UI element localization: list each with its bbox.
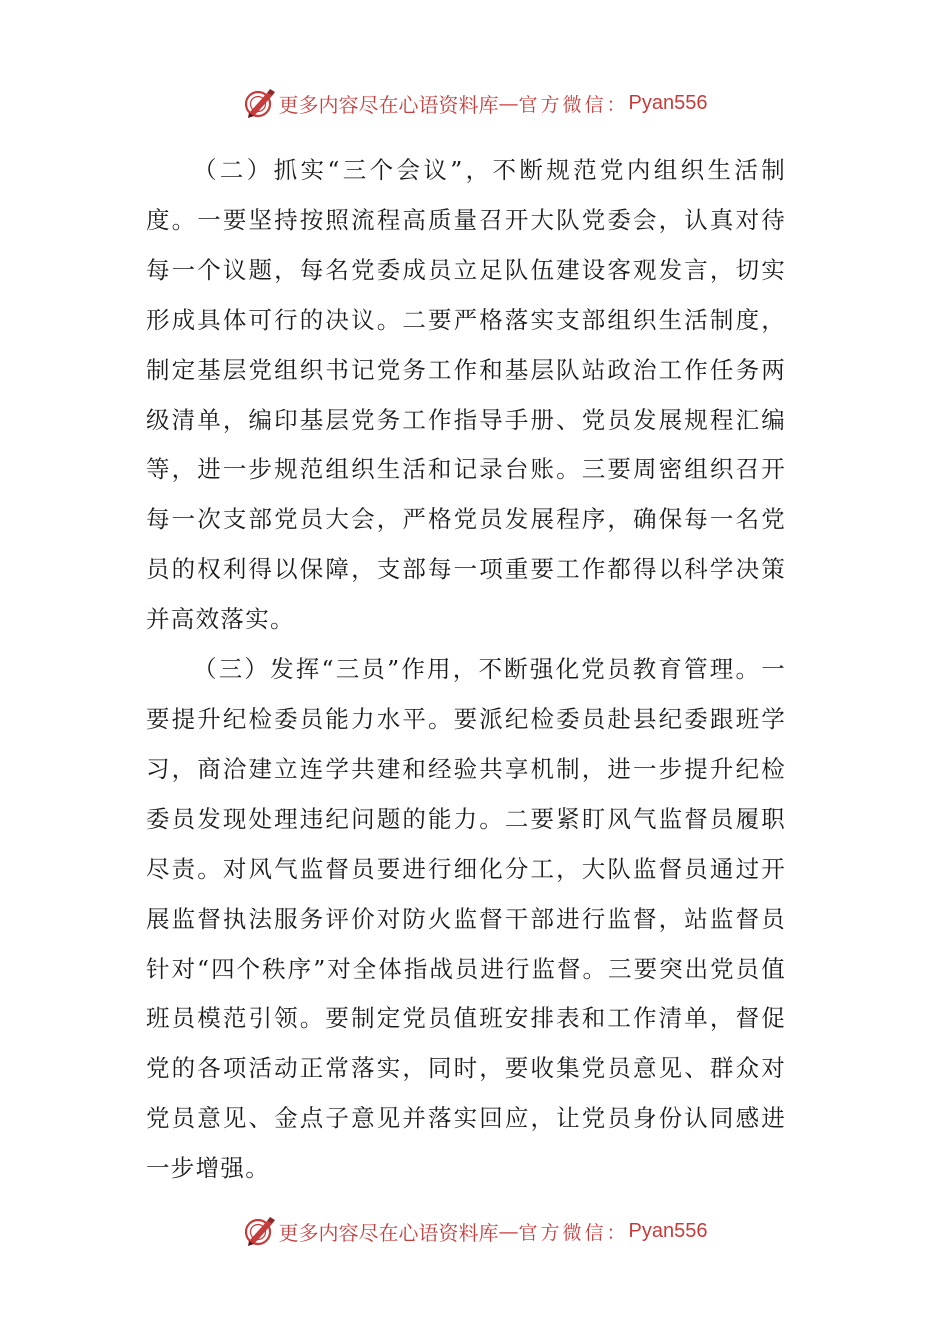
footer-watermark (0, 1211, 950, 1251)
watermark-separator: — (498, 1219, 519, 1243)
wechat-id: Pyan556 (628, 91, 708, 114)
document-body (146, 146, 786, 1194)
watermark-text: 更多内容尽在心语资料库 (278, 1220, 499, 1245)
pen-logo-icon (243, 86, 277, 120)
wechat-id: Pyan556 (628, 1219, 708, 1242)
wechat-label: 官方微信： (518, 93, 629, 116)
paragraph-three: （三）发挥“三员”作用，不断强化党员教育管理。一要提升纪检委员能力水平。要派纪检委员赴县纪委跟班学习，商洽建立连学共建和经验共享机制，进一步提升纪检委员发现处理违纪问题的能力。二要紧盯风气监督员履职尽责。对风气监督员要进行细化分工，大队监督员通过开展监督执法服务评价对防火监督干部进行监督，站监督员针对“四个秩序”对全体指战员进行监督。三要突出党员值班员模范引领。要制定党员值班安排表和工作清单，督促党的各项活动正常落实，同时，要收集党员意见、群众对党员意见、金点子意见并落实回应，让党员身份认同感进一步增强。 (146, 655, 786, 1183)
paragraph-two: （二）抓实“三个会议”，不断规范党内组织生活制度。一要坚持按照流程高质量召开大队党委会，认真对待每一个议题，每名党委成员立足队伍建设客观发言，切实形成具体可行的决议。二要严格落实支部组织生活制度，制定基层党组织书记党务工作和基层队站政治工作任务两级清单，编印基层党务工作指导手册、党员发展规程汇编等，进一步规范组织生活和记录台账。三要周密组织召开每一次支部党员大会，严格党员发展程序，确保每一名党员的权利得以保障，支部每一项重要工作都得以科学决策并高效落实。 (146, 156, 786, 634)
watermark-separator: — (498, 91, 519, 115)
wechat-label: 官方微信： (518, 1221, 629, 1244)
header-watermark (0, 83, 950, 123)
watermark-text: 更多内容尽在心语资料库 (278, 92, 499, 117)
pen-logo-icon (243, 1214, 277, 1248)
